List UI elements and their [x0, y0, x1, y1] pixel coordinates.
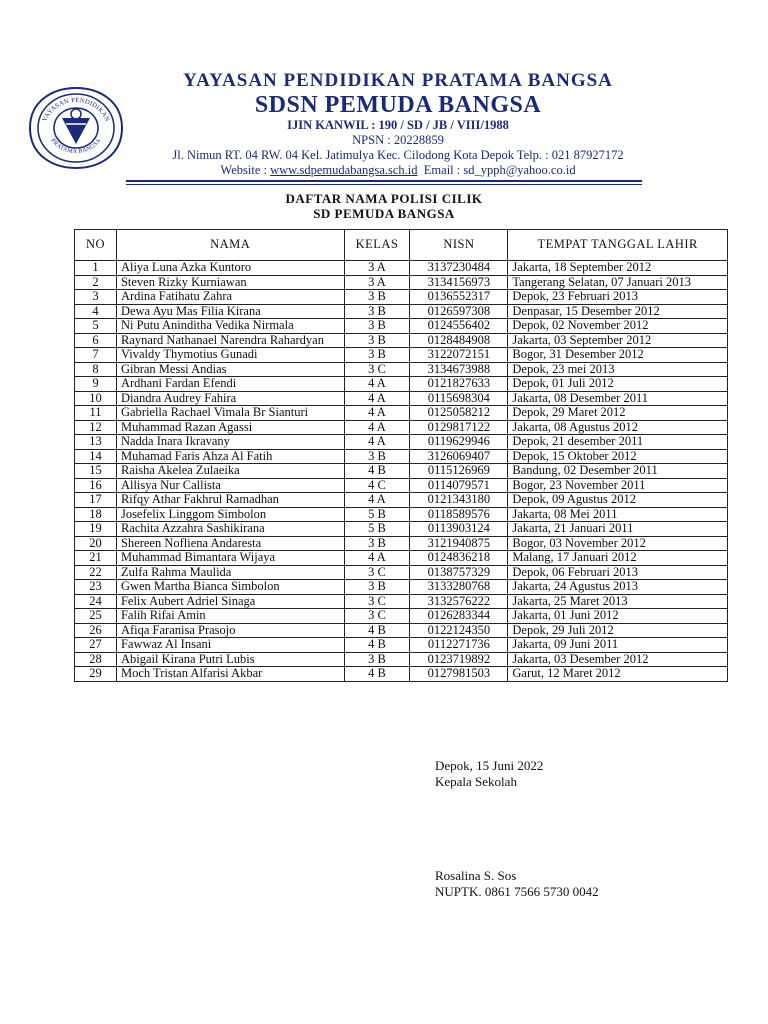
- table-row: [75, 609, 728, 624]
- table-body: [75, 261, 728, 682]
- cell-no: 29: [75, 667, 117, 682]
- cell-no: 3: [75, 290, 117, 305]
- cell-class: 3 B: [344, 333, 410, 348]
- cell-no: 20: [75, 536, 117, 551]
- cell-class: 3 B: [344, 319, 410, 334]
- cell-birth: Bogor, 31 Desember 2012: [508, 348, 728, 363]
- cell-birth: Jakarta, 25 Maret 2013: [508, 594, 728, 609]
- permit-number: IJIN KANWIL : 190 / SD / JB / VIII/1988: [287, 118, 509, 132]
- cell-nisn: 0128484908: [410, 333, 508, 348]
- letterhead-text: [118, 70, 678, 178]
- cell-name: Allisya Nur Callista: [116, 478, 344, 493]
- cell-nisn: 0121827633: [410, 377, 508, 392]
- cell-nisn: 3134673988: [410, 362, 508, 377]
- table-row: [75, 580, 728, 595]
- cell-class: 4 A: [344, 391, 410, 406]
- cell-nisn: 3133280768: [410, 580, 508, 595]
- cell-class: 3 B: [344, 449, 410, 464]
- website-label: Website :: [220, 163, 271, 177]
- cell-name: Ardhani Fardan Efendi: [116, 377, 344, 392]
- signature-role: Kepala Sekolah: [435, 774, 517, 789]
- cell-birth: Jakarta, 09 Juni 2011: [508, 638, 728, 653]
- cell-nisn: 0136552317: [410, 290, 508, 305]
- school-name: SDSN PEMUDA BANGSA: [254, 92, 542, 118]
- cell-nisn: 0123719892: [410, 652, 508, 667]
- cell-class: 3 C: [344, 594, 410, 609]
- cell-nisn: 0126597308: [410, 304, 508, 319]
- cell-name: Muhammad Bimantara Wijaya: [116, 551, 344, 566]
- cell-no: 23: [75, 580, 117, 595]
- cell-name: Ni Putu Aninditha Vedika Nirmala: [116, 319, 344, 334]
- cell-birth: Garut, 12 Maret 2012: [508, 667, 728, 682]
- table-row: [75, 594, 728, 609]
- column-header-nisn: NISN: [410, 230, 508, 261]
- cell-birth: Depok, 29 Juli 2012: [508, 623, 728, 638]
- cell-class: 3 C: [344, 565, 410, 580]
- cell-birth: Jakarta, 21 Januari 2011: [508, 522, 728, 537]
- cell-birth: Jakarta, 08 Agustus 2012: [508, 420, 728, 435]
- cell-name: Dewa Ayu Mas Filia Kirana: [116, 304, 344, 319]
- cell-name: Muhamad Faris Ahza Al Fatih: [116, 449, 344, 464]
- cell-no: 9: [75, 377, 117, 392]
- table-row: [75, 507, 728, 522]
- cell-name: Zulfa Rahma Maulida: [116, 565, 344, 580]
- cell-birth: Bogor, 03 November 2012: [508, 536, 728, 551]
- cell-name: Falih Rifai Amin: [116, 609, 344, 624]
- cell-class: 3 B: [344, 652, 410, 667]
- cell-birth: Jakarta, 08 Mei 2011: [508, 507, 728, 522]
- cell-no: 11: [75, 406, 117, 421]
- column-header-nama: NAMA: [116, 230, 344, 261]
- cell-birth: Depok, 06 Februari 2013: [508, 565, 728, 580]
- cell-no: 7: [75, 348, 117, 363]
- cell-name: Gwen Martha Bianca Simbolon: [116, 580, 344, 595]
- cell-class: 3 A: [344, 261, 410, 276]
- cell-class: 5 B: [344, 522, 410, 537]
- cell-class: 4 B: [344, 667, 410, 682]
- table-row: [75, 348, 728, 363]
- cell-no: 22: [75, 565, 117, 580]
- cell-no: 24: [75, 594, 117, 609]
- svg-text:YAYASAN PENDIDIKAN: YAYASAN PENDIDIKAN: [41, 96, 111, 123]
- student-roster-table: [74, 229, 728, 682]
- cell-nisn: 0118589576: [410, 507, 508, 522]
- cell-nisn: 0119629946: [410, 435, 508, 450]
- cell-birth: Depok, 29 Maret 2012: [508, 406, 728, 421]
- cell-class: 5 B: [344, 507, 410, 522]
- cell-nisn: 0126283344: [410, 609, 508, 624]
- cell-class: 3 C: [344, 609, 410, 624]
- table-row: [75, 522, 728, 537]
- cell-class: 4 C: [344, 478, 410, 493]
- contact-line: [118, 163, 678, 178]
- cell-class: 4 B: [344, 623, 410, 638]
- npsn-number: NPSN : 20228859: [352, 133, 444, 147]
- cell-no: 27: [75, 638, 117, 653]
- cell-birth: Jakarta, 01 Juni 2012: [508, 609, 728, 624]
- cell-class: 4 A: [344, 406, 410, 421]
- school-address: Jl. Nimun RT. 04 RW. 04 Kel. Jatimulya Kec. Cilodong Kota Depok Telp. : 021 87927172: [172, 148, 624, 162]
- cell-no: 14: [75, 449, 117, 464]
- email-label: Email :: [423, 163, 464, 177]
- cell-birth: Jakarta, 03 September 2012: [508, 333, 728, 348]
- cell-birth: Depok, 23 mei 2013: [508, 362, 728, 377]
- cell-name: Rachita Azzahra Sashikirana: [116, 522, 344, 537]
- cell-nisn: 0121343180: [410, 493, 508, 508]
- cell-class: 3 B: [344, 580, 410, 595]
- cell-birth: Depok, 01 Juli 2012: [508, 377, 728, 392]
- cell-birth: Depok, 15 Oktober 2012: [508, 449, 728, 464]
- cell-name: Ardina Fatihatu Zahra: [116, 290, 344, 305]
- cell-no: 17: [75, 493, 117, 508]
- cell-class: 3 B: [344, 304, 410, 319]
- document-title: [0, 191, 768, 221]
- title-line-2: SD PEMUDA BANGSA: [313, 206, 455, 221]
- cell-nisn: 0124556402: [410, 319, 508, 334]
- column-header-ttl: TEMPAT TANGGAL LAHIR: [508, 230, 728, 261]
- cell-nisn: 0138757329: [410, 565, 508, 580]
- cell-no: 13: [75, 435, 117, 450]
- cell-class: 4 A: [344, 493, 410, 508]
- cell-birth: Depok, 23 Februari 2013: [508, 290, 728, 305]
- cell-no: 25: [75, 609, 117, 624]
- cell-no: 10: [75, 391, 117, 406]
- cell-nisn: 0114079571: [410, 478, 508, 493]
- cell-name: Rifqy Athar Fakhrul Ramadhan: [116, 493, 344, 508]
- cell-class: 3 C: [344, 362, 410, 377]
- cell-nisn: 3122072151: [410, 348, 508, 363]
- signature-block: [435, 758, 599, 900]
- cell-no: 5: [75, 319, 117, 334]
- table-row: [75, 493, 728, 508]
- cell-class: 3 A: [344, 275, 410, 290]
- cell-nisn: 3137230484: [410, 261, 508, 276]
- cell-class: 4 A: [344, 551, 410, 566]
- cell-nisn: 0113903124: [410, 522, 508, 537]
- cell-name: Fawwaz Al Insani: [116, 638, 344, 653]
- table-row: [75, 435, 728, 450]
- cell-name: Muhammad Razan Agassi: [116, 420, 344, 435]
- cell-nisn: 0124836218: [410, 551, 508, 566]
- cell-no: 19: [75, 522, 117, 537]
- foundation-name: YAYASAN PENDIDIKAN PRATAMA BANGSA: [183, 70, 613, 91]
- cell-birth: Depok, 09 Agustus 2012: [508, 493, 728, 508]
- cell-nisn: 0115126969: [410, 464, 508, 479]
- table-row: [75, 449, 728, 464]
- email-address: sd_ypph@yahoo.co.id: [463, 163, 576, 177]
- cell-birth: Depok, 21 desember 2011: [508, 435, 728, 450]
- cell-no: 4: [75, 304, 117, 319]
- cell-nisn: 3121940875: [410, 536, 508, 551]
- table-row: [75, 536, 728, 551]
- cell-name: Gabriella Rachael Vimala Br Sianturi: [116, 406, 344, 421]
- cell-nisn: 0129817122: [410, 420, 508, 435]
- table-row: [75, 275, 728, 290]
- cell-class: 4 A: [344, 377, 410, 392]
- table-row: [75, 551, 728, 566]
- cell-class: 3 B: [344, 536, 410, 551]
- table-row: [75, 420, 728, 435]
- cell-birth: Jakarta, 24 Agustus 2013: [508, 580, 728, 595]
- cell-no: 6: [75, 333, 117, 348]
- cell-class: 4 B: [344, 464, 410, 479]
- cell-birth: Tangerang Selatan, 07 Januari 2013: [508, 275, 728, 290]
- cell-name: Abigail Kirana Putri Lubis: [116, 652, 344, 667]
- signature-nuptk: NUPTK. 0861 7566 5730 0042: [435, 884, 599, 899]
- cell-class: 4 A: [344, 420, 410, 435]
- cell-name: Raynard Nathanael Narendra Rahardyan: [116, 333, 344, 348]
- table-row: [75, 565, 728, 580]
- table-row: [75, 464, 728, 479]
- table-row: [75, 333, 728, 348]
- cell-name: Vivaldy Thymotius Gunadi: [116, 348, 344, 363]
- cell-nisn: 0127981503: [410, 667, 508, 682]
- signature-name: Rosalina S. Sos: [435, 868, 517, 883]
- cell-no: 2: [75, 275, 117, 290]
- cell-name: Josefelix Linggom Simbolon: [116, 507, 344, 522]
- cell-name: Shereen Nofliena Andaresta: [116, 536, 344, 551]
- cell-no: 12: [75, 420, 117, 435]
- cell-birth: Jakarta, 03 Desember 2012: [508, 652, 728, 667]
- table-row: [75, 290, 728, 305]
- cell-name: Gibran Messi Andias: [116, 362, 344, 377]
- letterhead-divider-thin: [126, 184, 642, 185]
- table-row: [75, 261, 728, 276]
- cell-nisn: 3134156973: [410, 275, 508, 290]
- table-row: [75, 623, 728, 638]
- svg-text:PRATAMA BANGSA: PRATAMA BANGSA: [49, 137, 103, 156]
- cell-birth: Depok, 02 November 2012: [508, 319, 728, 334]
- column-header-kelas: KELAS: [344, 230, 410, 261]
- cell-no: 16: [75, 478, 117, 493]
- table-row: [75, 638, 728, 653]
- cell-name: Afiqa Faranisa Prasojo: [116, 623, 344, 638]
- table-header-row: [75, 230, 728, 261]
- cell-name: Aliya Luna Azka Kuntoro: [116, 261, 344, 276]
- table-row: [75, 652, 728, 667]
- cell-name: Felix Aubert Adriel Sinaga: [116, 594, 344, 609]
- cell-no: 8: [75, 362, 117, 377]
- cell-nisn: 0125058212: [410, 406, 508, 421]
- cell-class: 3 B: [344, 290, 410, 305]
- cell-no: 26: [75, 623, 117, 638]
- cell-nisn: 0115698304: [410, 391, 508, 406]
- cell-nisn: 0122124350: [410, 623, 508, 638]
- cell-name: Raisha Akelea Zulaeika: [116, 464, 344, 479]
- cell-class: 3 B: [344, 348, 410, 363]
- cell-birth: Bogor, 23 November 2011: [508, 478, 728, 493]
- cell-no: 21: [75, 551, 117, 566]
- cell-nisn: 3126069407: [410, 449, 508, 464]
- title-line-1: DAFTAR NAMA POLISI CILIK: [285, 191, 483, 206]
- cell-no: 15: [75, 464, 117, 479]
- cell-birth: Jakarta, 18 September 2012: [508, 261, 728, 276]
- table-row: [75, 478, 728, 493]
- letterhead-divider: [126, 180, 642, 182]
- table-row: [75, 667, 728, 682]
- cell-birth: Malang, 17 Januari 2012: [508, 551, 728, 566]
- signature-place-date: Depok, 15 Juni 2022: [435, 758, 544, 773]
- cell-nisn: 0112271736: [410, 638, 508, 653]
- cell-birth: Jakarta, 08 Desember 2011: [508, 391, 728, 406]
- school-logo-icon: [24, 86, 128, 170]
- letterhead: [0, 0, 768, 190]
- table-row: [75, 362, 728, 377]
- table-row: [75, 319, 728, 334]
- cell-no: 18: [75, 507, 117, 522]
- column-header-no: NO: [75, 230, 117, 261]
- table-row: [75, 304, 728, 319]
- cell-name: Diandra Audrey Fahira: [116, 391, 344, 406]
- cell-class: 4 A: [344, 435, 410, 450]
- cell-birth: Denpasar, 15 Desember 2012: [508, 304, 728, 319]
- cell-name: Nadda Inara Ikravany: [116, 435, 344, 450]
- table-row: [75, 391, 728, 406]
- cell-nisn: 3132576222: [410, 594, 508, 609]
- table-row: [75, 377, 728, 392]
- website-link[interactable]: www.sdpemudabangsa.sch.id: [270, 163, 418, 177]
- cell-name: Steven Rizky Kurniawan: [116, 275, 344, 290]
- cell-no: 28: [75, 652, 117, 667]
- cell-no: 1: [75, 261, 117, 276]
- cell-class: 4 B: [344, 638, 410, 653]
- table-row: [75, 406, 728, 421]
- cell-birth: Bandung, 02 Desember 2011: [508, 464, 728, 479]
- cell-name: Moch Tristan Alfarisi Akbar: [116, 667, 344, 682]
